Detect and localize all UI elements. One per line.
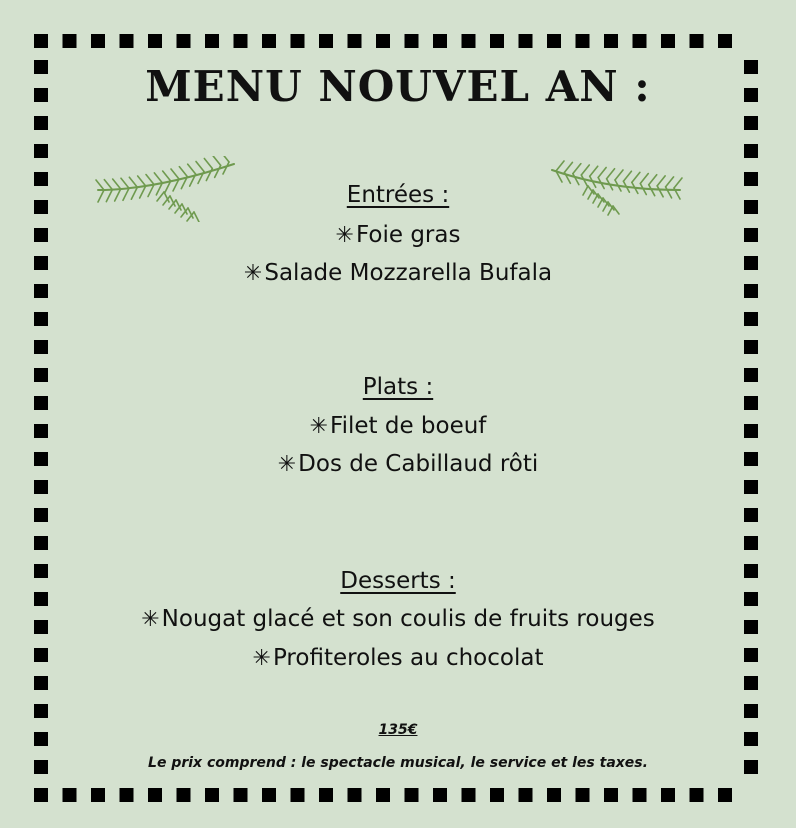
border-square [120,34,134,48]
border-square [291,788,305,802]
border-square [205,34,219,48]
border-square [234,34,248,48]
border-square [34,340,48,354]
border-square [661,788,675,802]
border-square [718,788,732,802]
border-square [376,34,390,48]
border-square [718,34,732,48]
border-square [690,788,704,802]
border-square [405,788,419,802]
border-square [348,34,362,48]
section-title-plats: Plats : [362,374,434,400]
border-square [744,312,758,326]
border-square [604,788,618,802]
border-square [91,788,105,802]
border-square [744,676,758,690]
border-square [744,340,758,354]
border-square [148,788,162,802]
border-square [177,34,191,48]
border-square [433,34,447,48]
menu-item: ✳Salade Mozzarella Bufala [243,260,553,286]
border-square [547,34,561,48]
border-square [34,508,48,522]
border-square [462,34,476,48]
border-square [34,676,48,690]
menu-item: ✳Profiteroles au chocolat [252,645,544,671]
border-square [34,34,48,48]
border-square [604,34,618,48]
border-square [120,788,134,802]
border-square [376,788,390,802]
border-square [319,34,333,48]
border-square [34,592,48,606]
border-square [63,788,77,802]
asterisk-icon: ✳ [252,646,271,671]
border-square [633,34,647,48]
asterisk-icon: ✳ [335,223,354,248]
border-square [34,788,48,802]
border-square [34,284,48,298]
border-square [34,144,48,158]
border-square [744,704,758,718]
border-square [348,788,362,802]
price-note: Le prix comprend : le spectacle musical, le service et les taxes. [148,755,648,771]
border-square [744,480,758,494]
border-square [34,536,48,550]
asterisk-icon: ✳ [141,607,160,632]
border-square [34,704,48,718]
asterisk-icon: ✳ [309,414,329,439]
border-square [205,788,219,802]
border-square [234,788,248,802]
border-square [576,788,590,802]
asterisk-icon: ✳ [243,261,263,286]
border-square [490,788,504,802]
asterisk-icon: ✳ [277,452,297,477]
border-square [519,34,533,48]
section-title-entrees: Entrées : [346,182,450,208]
menu-item: ✳Foie gras [335,222,461,248]
border-square [661,34,675,48]
border-square [34,312,48,326]
border-square [91,34,105,48]
border-square [744,536,758,550]
menu-title: MENU NOUVEL AN : [145,62,651,111]
border-square [744,284,758,298]
section-title-desserts: Desserts : [340,568,456,594]
border-square [262,788,276,802]
menu-item: ✳Dos de Cabillaud rôti [277,451,539,477]
border-square [177,788,191,802]
border-square [690,34,704,48]
menu-item: ✳Nougat glacé et son coulis de fruits rouges [141,606,655,632]
border-square [547,788,561,802]
border-square [262,34,276,48]
border-square [576,34,590,48]
border-square [744,144,758,158]
border-square [519,788,533,802]
border-square [34,480,48,494]
border-square [490,34,504,48]
border-square [433,788,447,802]
border-square [291,34,305,48]
price: 135€ [378,722,418,738]
border-square [319,788,333,802]
border-square [462,788,476,802]
border-square [744,508,758,522]
border-square [633,788,647,802]
border-square [34,116,48,130]
border-square [63,34,77,48]
border-square [148,34,162,48]
border-square [744,116,758,130]
border-square [405,34,419,48]
menu-item: ✳Filet de boeuf [309,413,487,439]
border-square [744,592,758,606]
